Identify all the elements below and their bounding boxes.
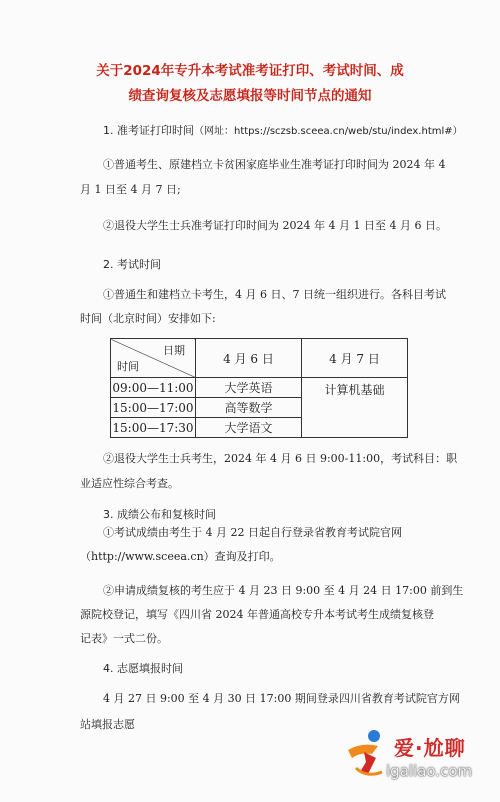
section-3-item-2-line-2: 源院校登记，填写《四川省 2024 年普通高校专升本考试考生成绩复核登 — [80, 608, 434, 621]
table-corner-cell — [111, 339, 196, 378]
section-3-item-1-line-2: （http://www.sceea.cn）查询及打印。 — [80, 550, 281, 563]
section-1-item-1-line-2: 月 1 日至 4 月 7 日; — [80, 183, 181, 196]
section-3-heading: 3. 成绩公布和复核时间 — [103, 508, 216, 521]
row-day1-subject: 大学语文 — [196, 418, 302, 438]
day2-subject: 计算机基础 — [302, 378, 408, 438]
section-3-item-1-line-1: ①考试成绩由考生于 4 月 22 日起自行登录省教育考试院官网 — [103, 526, 402, 539]
section-4-item-1-line-2: 站填报志愿 — [80, 718, 135, 731]
section-1-url-note: （网址：https://sczsb.sceea.cn/web/stu/index.html#） — [194, 126, 463, 137]
section-3-item-2-line-3: 记表》一式二份。 — [80, 632, 168, 645]
watermark-url: igaliao.com — [386, 762, 473, 780]
section-1-heading-row — [103, 122, 463, 138]
logo-figure-icon — [342, 728, 390, 780]
watermark-logo — [342, 728, 492, 786]
section-1-item-2: ②退役大学生士兵准考证打印时间为 2024 年 4 月 1 日至 4 月 6 日。 — [103, 219, 447, 232]
exam-schedule-table — [110, 338, 408, 438]
row-day1-subject: 大学英语 — [196, 378, 302, 398]
corner-time-label: 时间 — [117, 360, 139, 373]
section-4-item-1-line-1: 4 月 27 日 9:00 至 4 月 30 日 17:00 期间登录四川省教育考试院官方网 — [103, 692, 460, 705]
table-row — [111, 378, 408, 398]
corner-date-label: 日期 — [163, 344, 185, 357]
row-day1-subject: 高等数学 — [196, 398, 302, 418]
section-4-heading: 4. 志愿填报时间 — [103, 662, 183, 675]
section-1-heading: 1. 准考证打印时间 — [103, 124, 194, 137]
section-2-item-2-line-1: ②退役大学生士兵考生，2024 年 4 月 6 日 9:00-11:00，考试科目：职 — [103, 452, 458, 465]
row-time: 09:00—11:00 — [111, 378, 196, 398]
row-time: 15:00—17:00 — [111, 398, 196, 418]
section-2-item-1-line-1: ①普通生和建档立卡考生，4 月 6 日、7 日统一组织进行。各科目考试 — [103, 288, 446, 301]
watermark-brand: 爱·尬聊 — [394, 736, 466, 760]
title-line-1: 关于2024年专升本考试准考证打印、考试时间、成 — [96, 63, 404, 79]
section-2-heading: 2. 考试时间 — [103, 258, 161, 271]
section-3-item-2-line-1: ②申请成绩复核的考生应于 4 月 23 日 9:00 至 4 月 24 日 17:00 前到生 — [103, 584, 464, 597]
table-header-row — [111, 339, 408, 378]
title-line-2: 绩查询复核及志愿填报等时间节点的通知 — [128, 88, 372, 104]
section-2-item-2-line-2: 业适应性综合考查。 — [80, 477, 179, 490]
section-1-item-1-line-1: ①普通考生、原建档立卡贫困家庭毕业生准考证打印时间为 2024 年 4 — [103, 158, 446, 171]
header-day-1: 4 月 6 日 — [196, 339, 302, 378]
document-title — [60, 59, 440, 109]
header-day-2: 4 月 7 日 — [302, 339, 408, 378]
row-time: 15:00—17:30 — [111, 418, 196, 438]
section-2-item-1-line-2: 时间（北京时间）安排如下: — [80, 312, 216, 325]
